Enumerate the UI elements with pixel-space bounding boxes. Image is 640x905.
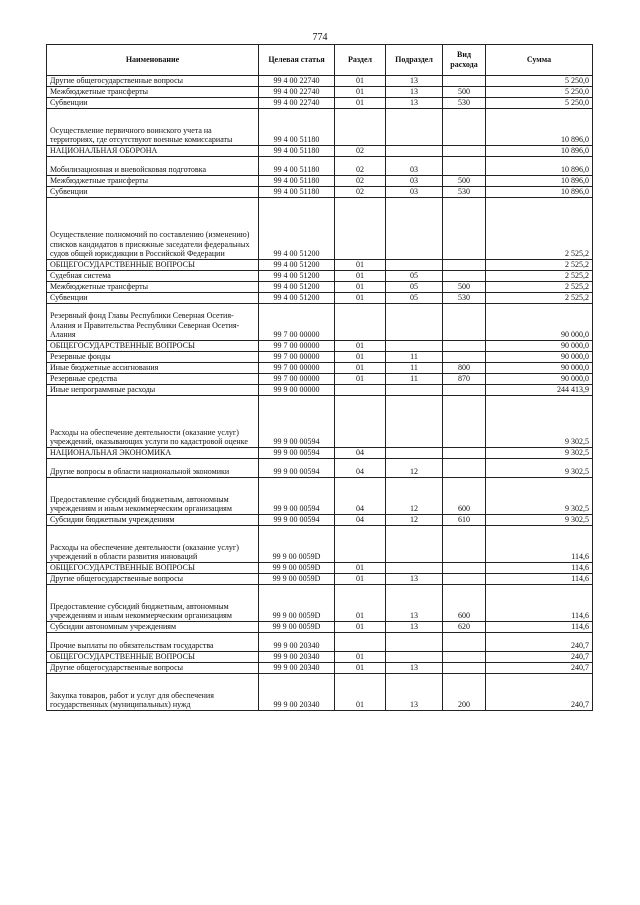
row-target-article: 99 9 00 00594 xyxy=(259,448,335,459)
row-subsection: 13 xyxy=(386,76,443,87)
row-expense-type xyxy=(443,574,486,585)
row-target-article: 99 9 00 00594 xyxy=(259,396,335,448)
table-row xyxy=(47,448,593,459)
row-target-article: 99 4 00 51180 xyxy=(259,109,335,146)
table-row xyxy=(47,396,593,448)
row-expense-type xyxy=(443,663,486,674)
row-expense-type xyxy=(443,526,486,563)
row-subsection: 03 xyxy=(386,176,443,187)
row-section: 02 xyxy=(335,187,386,198)
column-header-expense-type: Вид расхода xyxy=(443,45,486,76)
row-target-article: 99 9 00 00000 xyxy=(259,385,335,396)
row-expense-type: 530 xyxy=(443,293,486,304)
row-amount: 10 896,0 xyxy=(486,157,593,176)
row-expense-type: 870 xyxy=(443,374,486,385)
row-expense-type xyxy=(443,146,486,157)
table-row xyxy=(47,282,593,293)
table-row xyxy=(47,459,593,478)
row-section: 01 xyxy=(335,574,386,585)
row-subsection: 05 xyxy=(386,282,443,293)
row-expense-type: 610 xyxy=(443,515,486,526)
row-expense-type: 500 xyxy=(443,87,486,98)
row-amount: 240,7 xyxy=(486,663,593,674)
budget-table xyxy=(46,44,593,711)
row-subsection xyxy=(386,563,443,574)
row-amount: 9 302,5 xyxy=(486,478,593,515)
row-name: Мобилизационная и вневойсковая подготовка xyxy=(47,157,259,176)
row-target-article: 99 9 00 0059D xyxy=(259,526,335,563)
row-amount: 10 896,0 xyxy=(486,187,593,198)
row-name: Субсидии автономным учреждениям xyxy=(47,622,259,633)
table-row xyxy=(47,87,593,98)
row-target-article: 99 4 00 22740 xyxy=(259,87,335,98)
row-amount: 10 896,0 xyxy=(486,146,593,157)
table-row xyxy=(47,385,593,396)
row-amount: 240,7 xyxy=(486,674,593,711)
row-amount: 244 413,9 xyxy=(486,385,593,396)
row-subsection: 13 xyxy=(386,585,443,622)
row-target-article: 99 4 00 22740 xyxy=(259,98,335,109)
row-subsection xyxy=(386,396,443,448)
row-section: 04 xyxy=(335,448,386,459)
row-name: НАЦИОНАЛЬНАЯ ОБОРОНА xyxy=(47,146,259,157)
table-row xyxy=(47,341,593,352)
row-target-article: 99 4 00 51180 xyxy=(259,157,335,176)
row-amount: 2 525,2 xyxy=(486,271,593,282)
row-section xyxy=(335,304,386,341)
row-amount: 9 302,5 xyxy=(486,396,593,448)
row-name: Судебная система xyxy=(47,271,259,282)
row-amount: 90 000,0 xyxy=(486,352,593,363)
table-row xyxy=(47,260,593,271)
row-target-article: 99 4 00 51180 xyxy=(259,176,335,187)
row-section xyxy=(335,633,386,652)
row-name: Субсидии бюджетным учреждениям xyxy=(47,515,259,526)
table-row xyxy=(47,633,593,652)
table-row xyxy=(47,304,593,341)
row-expense-type xyxy=(443,633,486,652)
row-expense-type xyxy=(443,448,486,459)
row-target-article: 99 4 00 51200 xyxy=(259,282,335,293)
row-target-article: 99 9 00 0059D xyxy=(259,585,335,622)
table-row xyxy=(47,622,593,633)
row-section: 01 xyxy=(335,352,386,363)
row-expense-type: 620 xyxy=(443,622,486,633)
row-name: Другие вопросы в области национальной экономики xyxy=(47,459,259,478)
row-section: 04 xyxy=(335,515,386,526)
row-expense-type: 600 xyxy=(443,478,486,515)
row-section: 01 xyxy=(335,76,386,87)
row-name: ОБЩЕГОСУДАРСТВЕННЫЕ ВОПРОСЫ xyxy=(47,260,259,271)
table-row xyxy=(47,157,593,176)
table-row xyxy=(47,374,593,385)
row-target-article: 99 9 00 20340 xyxy=(259,674,335,711)
row-name: Резервный фонд Главы Республики Северная Осетия-Алания и Правительства Республики Северная Осетия-Алания xyxy=(47,304,259,341)
column-header-subsection: Подраздел xyxy=(386,45,443,76)
row-target-article: 99 7 00 00000 xyxy=(259,352,335,363)
row-subsection: 11 xyxy=(386,374,443,385)
table-row xyxy=(47,352,593,363)
row-name: ОБЩЕГОСУДАРСТВЕННЫЕ ВОПРОСЫ xyxy=(47,341,259,352)
row-name: Субвенции xyxy=(47,187,259,198)
table-row xyxy=(47,109,593,146)
row-name: ОБЩЕГОСУДАРСТВЕННЫЕ ВОПРОСЫ xyxy=(47,563,259,574)
row-name: Предоставление субсидий бюджетным, автономным учреждениям и иным некоммерческим организациям xyxy=(47,478,259,515)
row-amount: 2 525,2 xyxy=(486,282,593,293)
table-row xyxy=(47,515,593,526)
row-subsection xyxy=(386,341,443,352)
row-target-article: 99 9 00 00594 xyxy=(259,478,335,515)
row-subsection xyxy=(386,260,443,271)
row-subsection xyxy=(386,652,443,663)
row-target-article: 99 7 00 00000 xyxy=(259,363,335,374)
row-name: Другие общегосударственные вопросы xyxy=(47,76,259,87)
row-subsection: 11 xyxy=(386,352,443,363)
table-row xyxy=(47,674,593,711)
table-row xyxy=(47,574,593,585)
table-row xyxy=(47,652,593,663)
row-amount: 5 250,0 xyxy=(486,87,593,98)
table-row xyxy=(47,176,593,187)
row-amount: 240,7 xyxy=(486,633,593,652)
table-row xyxy=(47,563,593,574)
row-amount: 2 525,2 xyxy=(486,198,593,260)
row-amount: 9 302,5 xyxy=(486,448,593,459)
row-expense-type: 600 xyxy=(443,585,486,622)
row-name: Иные бюджетные ассигнования xyxy=(47,363,259,374)
row-section: 01 xyxy=(335,622,386,633)
table-row xyxy=(47,363,593,374)
row-expense-type xyxy=(443,341,486,352)
row-section: 04 xyxy=(335,478,386,515)
row-name: Закупка товаров, работ и услуг для обеспечения государственных (муниципальных) нужд xyxy=(47,674,259,711)
row-subsection: 13 xyxy=(386,674,443,711)
column-header-section: Раздел xyxy=(335,45,386,76)
row-name: Межбюджетные трансферты xyxy=(47,282,259,293)
row-expense-type xyxy=(443,563,486,574)
row-section xyxy=(335,109,386,146)
row-name: Предоставление субсидий бюджетным, автономным учреждениям и иным некоммерческим организациям xyxy=(47,585,259,622)
row-section: 01 xyxy=(335,260,386,271)
row-name: Субвенции xyxy=(47,293,259,304)
row-target-article: 99 4 00 51200 xyxy=(259,271,335,282)
table-body xyxy=(47,76,593,711)
row-expense-type xyxy=(443,76,486,87)
row-name: Прочие выплаты по обязательствам государства xyxy=(47,633,259,652)
row-section: 02 xyxy=(335,146,386,157)
row-name: Расходы на обеспечение деятельности (оказание услуг) учреждений, оказывающих услуги по кадастровой оценке xyxy=(47,396,259,448)
row-subsection: 05 xyxy=(386,271,443,282)
row-target-article: 99 9 00 20340 xyxy=(259,663,335,674)
row-name: Осуществление полномочий по составлению (изменению) списков кандидатов в присяжные заседатели федеральных судов общей юрисдикции в Российской Федерации xyxy=(47,198,259,260)
row-amount: 90 000,0 xyxy=(486,341,593,352)
row-expense-type xyxy=(443,396,486,448)
row-subsection: 12 xyxy=(386,515,443,526)
row-target-article: 99 4 00 51200 xyxy=(259,198,335,260)
row-section: 04 xyxy=(335,459,386,478)
row-section: 01 xyxy=(335,663,386,674)
row-target-article: 99 7 00 00000 xyxy=(259,304,335,341)
row-section: 01 xyxy=(335,271,386,282)
row-amount: 90 000,0 xyxy=(486,304,593,341)
row-subsection: 12 xyxy=(386,459,443,478)
row-subsection xyxy=(386,526,443,563)
row-amount: 114,6 xyxy=(486,585,593,622)
row-amount: 114,6 xyxy=(486,622,593,633)
row-expense-type xyxy=(443,304,486,341)
row-name: Субвенции xyxy=(47,98,259,109)
row-target-article: 99 9 00 20340 xyxy=(259,652,335,663)
row-expense-type xyxy=(443,385,486,396)
row-subsection: 03 xyxy=(386,157,443,176)
row-expense-type: 500 xyxy=(443,176,486,187)
row-section: 02 xyxy=(335,157,386,176)
row-subsection: 13 xyxy=(386,574,443,585)
row-section: 01 xyxy=(335,674,386,711)
row-subsection: 13 xyxy=(386,622,443,633)
row-subsection: 13 xyxy=(386,98,443,109)
row-subsection xyxy=(386,633,443,652)
row-expense-type: 530 xyxy=(443,98,486,109)
row-amount: 2 525,2 xyxy=(486,260,593,271)
row-name: Осуществление первичного воинского учета на территориях, где отсутствуют военные комиссариаты xyxy=(47,109,259,146)
row-amount: 90 000,0 xyxy=(486,363,593,374)
row-section: 01 xyxy=(335,563,386,574)
row-target-article: 99 9 00 0059D xyxy=(259,574,335,585)
table-row xyxy=(47,478,593,515)
row-amount: 5 250,0 xyxy=(486,98,593,109)
row-section: 01 xyxy=(335,363,386,374)
row-name: Иные непрограммные расходы xyxy=(47,385,259,396)
row-subsection xyxy=(386,146,443,157)
row-name: Другие общегосударственные вопросы xyxy=(47,574,259,585)
row-subsection: 05 xyxy=(386,293,443,304)
row-expense-type: 500 xyxy=(443,282,486,293)
row-amount: 5 250,0 xyxy=(486,76,593,87)
row-expense-type: 530 xyxy=(443,187,486,198)
table-row xyxy=(47,663,593,674)
row-amount: 240,7 xyxy=(486,652,593,663)
row-target-article: 99 4 00 51200 xyxy=(259,293,335,304)
row-subsection xyxy=(386,198,443,260)
row-amount: 9 302,5 xyxy=(486,515,593,526)
row-target-article: 99 7 00 00000 xyxy=(259,374,335,385)
row-section: 01 xyxy=(335,341,386,352)
row-name: Резервные фонды xyxy=(47,352,259,363)
row-amount: 2 525,2 xyxy=(486,293,593,304)
row-expense-type: 800 xyxy=(443,363,486,374)
row-expense-type: 200 xyxy=(443,674,486,711)
row-amount: 9 302,5 xyxy=(486,459,593,478)
row-target-article: 99 9 00 0059D xyxy=(259,622,335,633)
row-amount: 114,6 xyxy=(486,563,593,574)
row-target-article: 99 9 00 0059D xyxy=(259,563,335,574)
row-section: 01 xyxy=(335,87,386,98)
row-name: Резервные средства xyxy=(47,374,259,385)
row-expense-type xyxy=(443,260,486,271)
table-row xyxy=(47,198,593,260)
row-subsection: 13 xyxy=(386,663,443,674)
row-subsection: 13 xyxy=(386,87,443,98)
row-name: НАЦИОНАЛЬНАЯ ЭКОНОМИКА xyxy=(47,448,259,459)
row-amount: 10 896,0 xyxy=(486,176,593,187)
column-header-name: Наименование xyxy=(47,45,259,76)
row-section xyxy=(335,396,386,448)
row-target-article: 99 4 00 22740 xyxy=(259,76,335,87)
page-number: 774 xyxy=(312,32,328,43)
table-row xyxy=(47,146,593,157)
table-row xyxy=(47,98,593,109)
row-section: 01 xyxy=(335,652,386,663)
row-subsection xyxy=(386,385,443,396)
table-row xyxy=(47,526,593,563)
row-subsection xyxy=(386,109,443,146)
table-header-row xyxy=(47,45,593,76)
table-row xyxy=(47,293,593,304)
table-row xyxy=(47,76,593,87)
row-section: 01 xyxy=(335,374,386,385)
row-expense-type xyxy=(443,157,486,176)
row-expense-type xyxy=(443,352,486,363)
row-target-article: 99 4 00 51180 xyxy=(259,187,335,198)
row-subsection: 11 xyxy=(386,363,443,374)
row-section: 01 xyxy=(335,98,386,109)
row-target-article: 99 4 00 51200 xyxy=(259,260,335,271)
row-name: Межбюджетные трансферты xyxy=(47,87,259,98)
row-target-article: 99 9 00 00594 xyxy=(259,515,335,526)
row-name: Расходы на обеспечение деятельности (оказание услуг) учреждений в области развития инноваций xyxy=(47,526,259,563)
row-subsection xyxy=(386,448,443,459)
row-name: Межбюджетные трансферты xyxy=(47,176,259,187)
row-section: 02 xyxy=(335,176,386,187)
row-subsection: 12 xyxy=(386,478,443,515)
row-expense-type xyxy=(443,652,486,663)
row-target-article: 99 9 00 00594 xyxy=(259,459,335,478)
row-expense-type xyxy=(443,109,486,146)
row-section: 01 xyxy=(335,585,386,622)
table-row xyxy=(47,271,593,282)
row-expense-type xyxy=(443,198,486,260)
row-subsection xyxy=(386,304,443,341)
row-target-article: 99 7 00 00000 xyxy=(259,341,335,352)
column-header-target: Целевая статья xyxy=(259,45,335,76)
row-name: Другие общегосударственные вопросы xyxy=(47,663,259,674)
row-amount: 90 000,0 xyxy=(486,374,593,385)
row-amount: 10 896,0 xyxy=(486,109,593,146)
row-section xyxy=(335,526,386,563)
table-row xyxy=(47,187,593,198)
row-expense-type xyxy=(443,271,486,282)
row-section: 01 xyxy=(335,293,386,304)
row-expense-type xyxy=(443,459,486,478)
column-header-amount: Сумма xyxy=(486,45,593,76)
table-row xyxy=(47,585,593,622)
row-target-article: 99 9 00 20340 xyxy=(259,633,335,652)
row-section: 01 xyxy=(335,282,386,293)
row-subsection: 03 xyxy=(386,187,443,198)
row-name: ОБЩЕГОСУДАРСТВЕННЫЕ ВОПРОСЫ xyxy=(47,652,259,663)
row-amount: 114,6 xyxy=(486,574,593,585)
row-target-article: 99 4 00 51180 xyxy=(259,146,335,157)
row-section xyxy=(335,198,386,260)
row-section xyxy=(335,385,386,396)
row-amount: 114,6 xyxy=(486,526,593,563)
